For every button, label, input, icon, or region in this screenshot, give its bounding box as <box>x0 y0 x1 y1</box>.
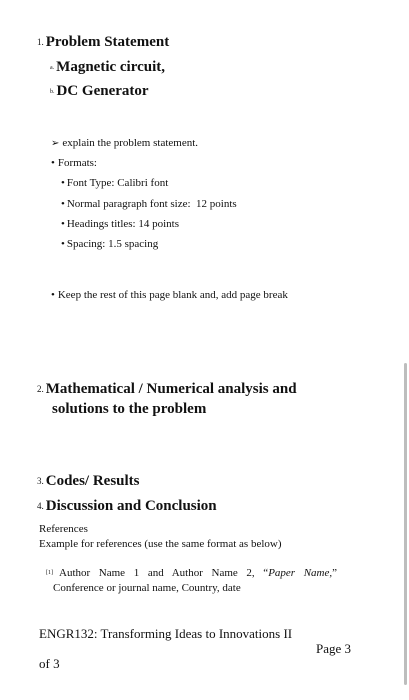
keep-blank-text: Keep the rest of this page blank and, add page break <box>57 289 288 301</box>
subitem-a <box>50 59 165 76</box>
reference-authors: Author Name 1 and Author Name 2, “ <box>59 567 269 579</box>
section-number: 4. <box>37 501 44 511</box>
formats-label-line <box>51 157 97 169</box>
section-number: 2. <box>37 384 44 394</box>
format-item <box>61 238 158 250</box>
subitem-text: Magnetic circuit, <box>56 59 166 75</box>
format-text: Spacing: 1.5 spacing <box>66 238 159 250</box>
explain-line <box>51 137 198 149</box>
format-item <box>61 218 179 230</box>
bullet-icon: • <box>51 289 55 301</box>
subitem-marker: a. <box>50 65 55 71</box>
section-2-heading <box>37 381 297 398</box>
bullet-icon: • <box>61 238 65 250</box>
bullet-icon: • <box>61 218 65 230</box>
footer-page: Page 3 <box>316 641 352 656</box>
keep-blank-line <box>51 289 288 301</box>
reference-entry-line1 <box>46 567 337 579</box>
footer-course: ENGR132: Transforming Ideas to Innovations II <box>39 626 293 641</box>
format-text: Headings titles: 14 points <box>66 218 179 230</box>
format-item <box>61 198 237 210</box>
format-text: Normal paragraph font size: 12 points <box>66 198 237 210</box>
section-title-continued: solutions to the problem <box>52 401 207 417</box>
section-number: 3. <box>37 476 44 486</box>
bullet-icon: • <box>61 177 65 189</box>
section-number: 1. <box>37 37 44 47</box>
section-title: Discussion and Conclusion <box>45 498 217 514</box>
section-1-heading <box>37 34 169 51</box>
reference-index: [1] <box>46 570 53 576</box>
reference-quote-close: ” <box>332 567 338 579</box>
arrow-bullet-icon: ➢ <box>51 138 60 149</box>
references-example: Example for references (use the same format as below) <box>39 538 282 550</box>
subitem-marker: b. <box>50 89 55 95</box>
scrollbar[interactable] <box>404 363 407 685</box>
reference-entry-line2: Conference or journal name, Country, date <box>53 582 241 594</box>
formats-label: Formats: <box>57 157 97 169</box>
section-3-heading <box>37 473 140 490</box>
section-title: Problem Statement <box>45 34 170 50</box>
references-heading: References <box>39 523 88 535</box>
subitem-b <box>50 83 149 100</box>
format-item <box>61 177 168 189</box>
section-title: Codes/ Results <box>45 473 140 489</box>
subitem-text: DC Generator <box>56 83 149 99</box>
bullet-icon: • <box>51 157 55 169</box>
footer-of: of 3 <box>39 656 60 671</box>
section-2-heading-cont <box>52 401 206 418</box>
section-4-heading <box>37 498 217 515</box>
reference-title: Paper Name, <box>268 567 333 579</box>
explain-text: explain the problem statement. <box>62 137 199 149</box>
format-text: Font Type: Calibri font <box>66 177 169 189</box>
bullet-icon: • <box>61 198 65 210</box>
section-title: Mathematical / Numerical analysis and <box>45 381 297 397</box>
